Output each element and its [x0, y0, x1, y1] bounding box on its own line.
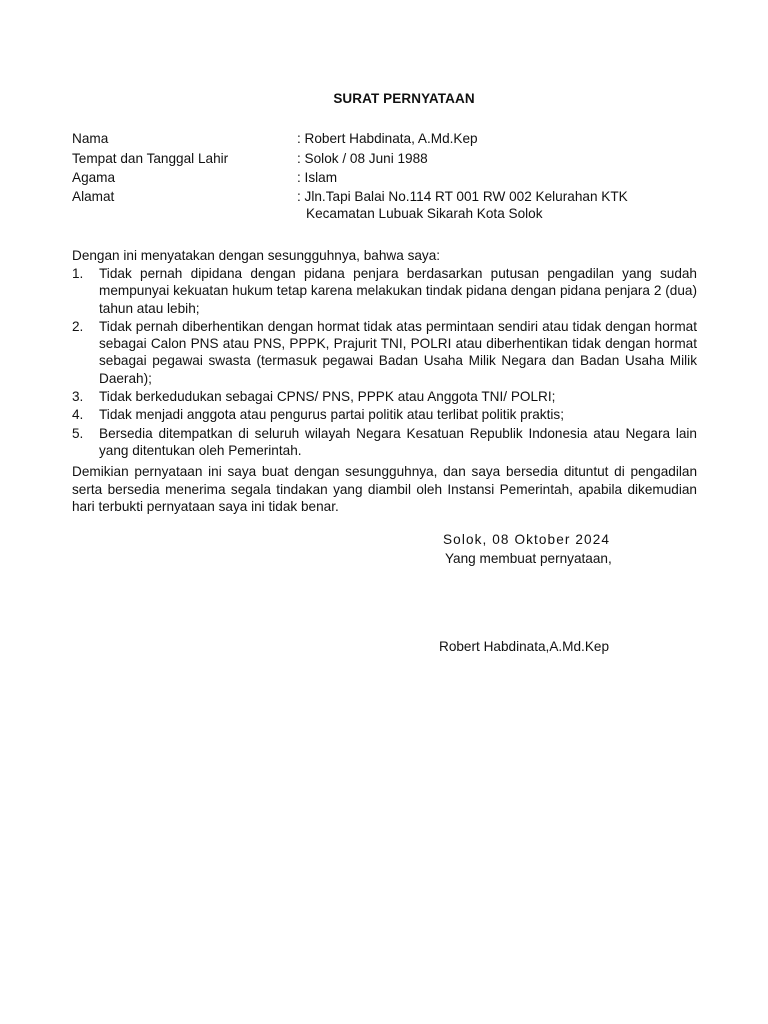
identity-row-address [72, 188, 702, 222]
list-number: 2. [72, 318, 84, 334]
identity-label: Nama [72, 131, 109, 146]
address-line-2: Kecamatan Lubuak Sikarah Kota Solok [306, 205, 543, 221]
closing-paragraph: Demikian pernyataan ini saya buat dengan sesungguhnya, dan saya bersedia dituntut di pengadilan serta bersedia menerima segala tindakan yang diambil oleh Instansi Pemerintah, apabila dikemudian hari terbukti pernyataan saya ini tidak benar. [72, 464, 697, 515]
identity-row-name [72, 129, 702, 149]
list-number: 4. [72, 407, 84, 423]
identity-row-religion [72, 168, 702, 188]
intro-text: Dengan ini menyatakan dengan sesungguhnya, bahwa saya: [72, 248, 441, 263]
identity-label: Agama [72, 170, 116, 185]
list-number: 5. [72, 425, 84, 441]
list-text: Tidak pernah diberhentikan dengan hormat tidak atas permintaan sendiri atau tidak dengan hormat sebagai Calon PNS atau PNS, PPPK, Prajurit TNI, POLRI atau diberhentikan tidak dengan hormat sebagai pegawai swasta (termasuk pegawai Badan Usaha Milik Negara dan Badan Usaha Milik Daerah); [99, 318, 697, 386]
document-title: SURAT PERNYATAAN [333, 91, 475, 106]
signer-name: Robert Habdinata,A.Md.Kep [439, 639, 610, 654]
list-item [72, 318, 697, 387]
list-number: 3. [72, 389, 84, 405]
identity-value: : Solok / 08 Juni 1988 [297, 150, 428, 166]
identity-value [297, 188, 687, 222]
identity-label: Alamat [72, 188, 115, 204]
list-number: 1. [72, 266, 84, 281]
statement-list [72, 265, 697, 460]
identity-label: Tempat dan Tanggal Lahir [72, 150, 229, 166]
identity-value: : Robert Habdinata, A.Md.Kep [297, 131, 478, 146]
list-text: Tidak berkedudukan sebagai CPNS/ PNS, PPPK atau Anggota TNI/ POLRI; [99, 389, 556, 405]
maker-label: Yang membuat pernyataan, [445, 551, 612, 566]
list-item [72, 425, 697, 460]
list-item [72, 388, 697, 405]
list-text: Tidak menjadi anggota atau pengurus partai politik atau terlibat politik praktis; [99, 407, 564, 423]
identity-row-birth [72, 149, 702, 169]
list-item [72, 406, 697, 423]
address-line-1: : Jln.Tapi Balai No.114 RT 001 RW 002 Kelurahan KTK [297, 188, 628, 204]
list-text: Bersedia ditempatkan di seluruh wilayah Negara Kesatuan Republik Indonesia atau Negara lain yang ditentukan oleh Pemerintah. [99, 425, 697, 458]
list-item [72, 265, 697, 317]
place-date: Solok, 08 Oktober 2024 [443, 532, 611, 547]
list-text: Tidak pernah dipidana dengan pidana penjara berdasarkan putusan pengadilan yang sudah mempunyai kekuatan hukum tetap karena melakukan tindak pidana dengan pidana penjara 2 (dua) tahun atau lebih; [99, 266, 697, 316]
identity-value: : Islam [297, 170, 338, 185]
identity-table [72, 129, 702, 222]
